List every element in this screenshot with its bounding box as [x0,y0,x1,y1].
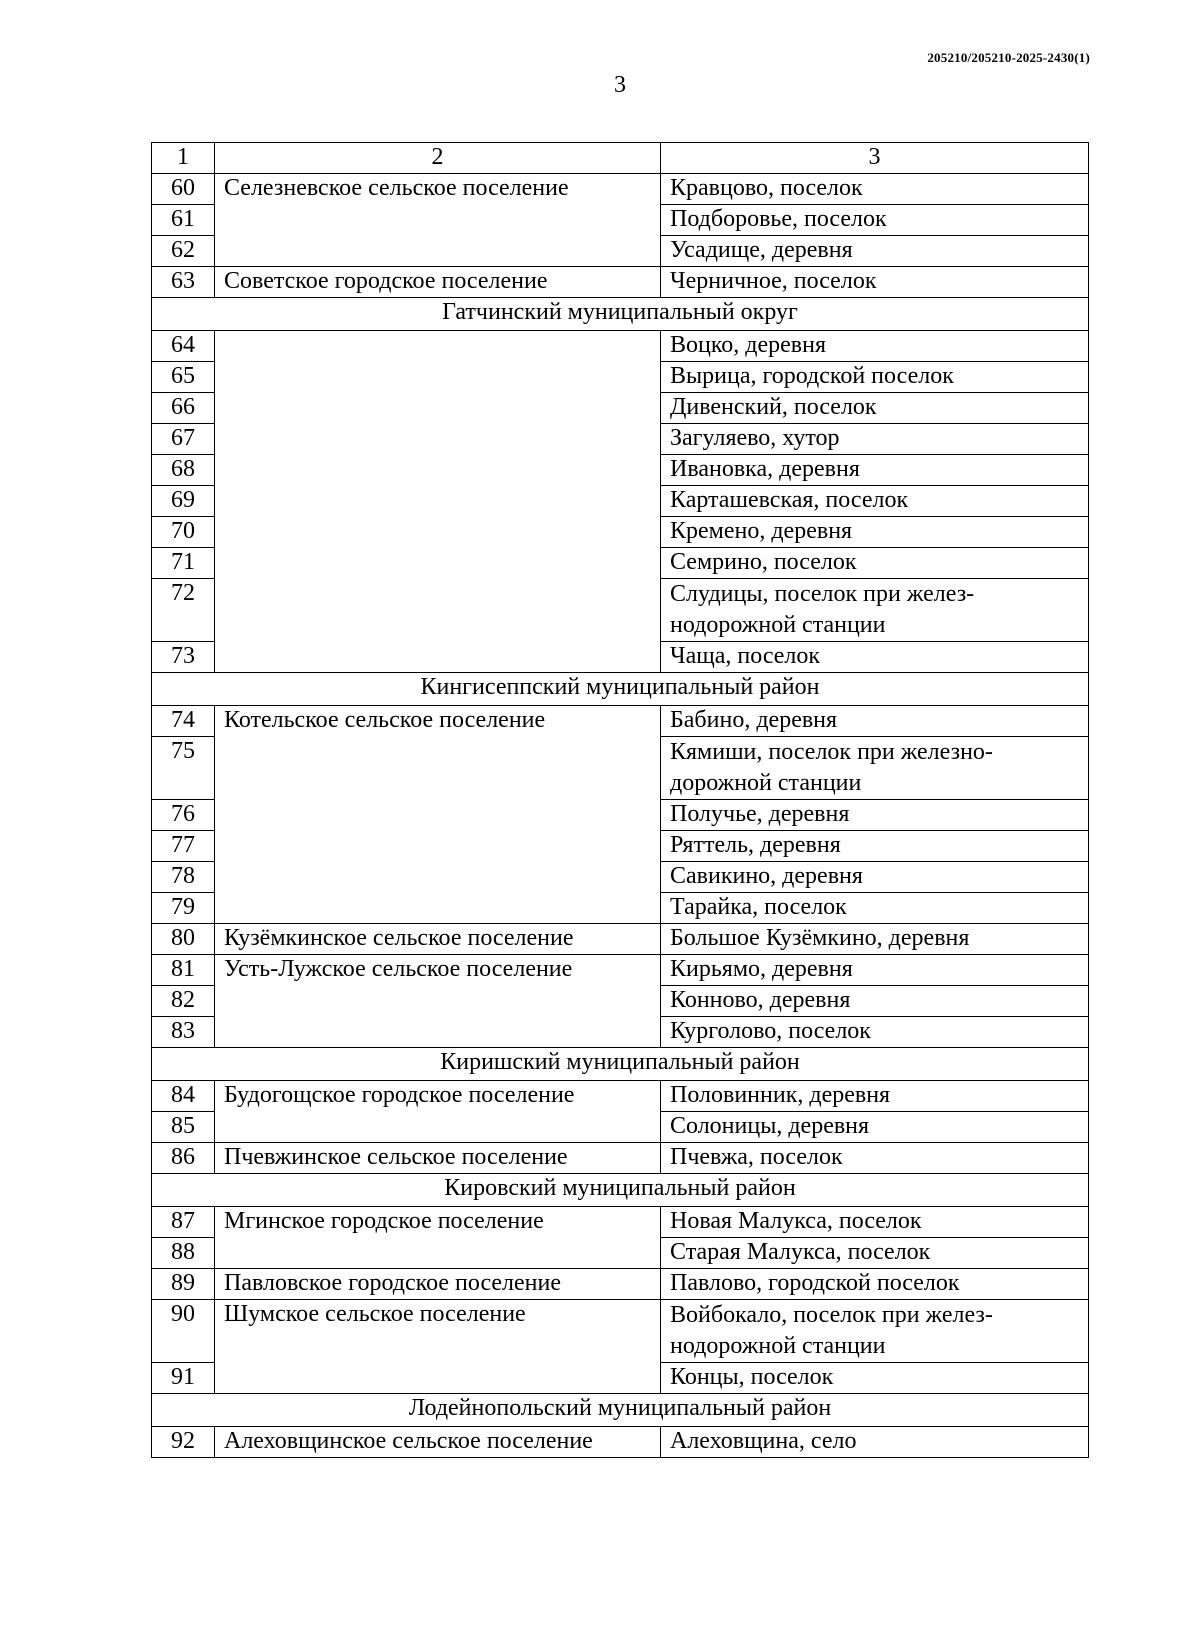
section-title: Лодейнопольский муниципальный район [152,1394,1089,1427]
section-row [152,1048,1089,1081]
section-title: Кировский муниципальный район [152,1174,1089,1207]
row-number: 75 [152,737,215,800]
table-row [152,1081,1089,1112]
locality-name: Курголово, поселок [661,1017,1089,1048]
row-number: 86 [152,1143,215,1174]
row-number: 87 [152,1207,215,1238]
row-number: 61 [152,205,215,236]
locality-name: Чаща, поселок [661,642,1089,673]
row-number: 67 [152,424,215,455]
locality-name: Ивановка, деревня [661,455,1089,486]
locality-name: Получье, деревня [661,800,1089,831]
page-number: 3 [614,72,626,98]
settlement-name: Котельское сельское поселение [215,706,661,924]
locality-name: Черничное, поселок [661,267,1089,298]
row-number: 84 [152,1081,215,1112]
table-row [152,1269,1089,1300]
locality-name: Пчевжа, поселок [661,1143,1089,1174]
settlement-name: Пчевжинское сельское поселение [215,1143,661,1174]
table-header-row [152,143,1089,174]
settlement-name: Усть-Лужское сельское поселение [215,955,661,1048]
row-number: 74 [152,706,215,737]
locality-name: Концы, поселок [661,1363,1089,1394]
locality-name: Кравцово, поселок [661,174,1089,205]
row-number: 63 [152,267,215,298]
row-number: 89 [152,1269,215,1300]
locality-name: Старая Малукса, поселок [661,1238,1089,1269]
section-row [152,298,1089,331]
settlement-name: Мгинское городское поселение [215,1207,661,1269]
row-number: 91 [152,1363,215,1394]
locality-name: Кремено, деревня [661,517,1089,548]
locality-name: Кирьямо, деревня [661,955,1089,986]
row-number: 70 [152,517,215,548]
row-number: 90 [152,1300,215,1363]
row-number: 92 [152,1427,215,1458]
locality-name: Павлово, городской поселок [661,1269,1089,1300]
table-row [152,706,1089,737]
row-number: 66 [152,393,215,424]
locality-name: Большое Кузёмкино, деревня [661,924,1089,955]
section-row [152,1174,1089,1207]
row-number: 73 [152,642,215,673]
row-number: 68 [152,455,215,486]
locality-name: Новая Малукса, поселок [661,1207,1089,1238]
locality-name: Вырица, городской поселок [661,362,1089,393]
row-number: 76 [152,800,215,831]
table-row [152,924,1089,955]
locality-name: Бабино, деревня [661,706,1089,737]
table-row [152,1427,1089,1458]
settlement-name [215,331,661,673]
locality-name: Карташевская, поселок [661,486,1089,517]
settlement-name: Алеховщинское сельское поселение [215,1427,661,1458]
locality-name: Подборовье, поселок [661,205,1089,236]
locality-name: Тарайка, поселок [661,893,1089,924]
settlement-name: Шумское сельское поселение [215,1300,661,1394]
section-title: Гатчинский муниципальный округ [152,298,1089,331]
locality-name: Воцко, деревня [661,331,1089,362]
locality-name: Семрино, поселок [661,548,1089,579]
column-header-3: 3 [661,143,1089,174]
row-number: 79 [152,893,215,924]
section-title: Кингисеппский муниципальный район [152,673,1089,706]
settlement-name: Павловское городское поселение [215,1269,661,1300]
table-row [152,1300,1089,1363]
locality-name: Слудицы, поселок при желез-нодорожной станции [661,579,1089,642]
locality-name: Загуляево, хутор [661,424,1089,455]
settlement-name: Кузёмкинское сельское поселение [215,924,661,955]
locality-name: Дивенский, поселок [661,393,1089,424]
locality-name: Савикино, деревня [661,862,1089,893]
row-number: 83 [152,1017,215,1048]
locality-name: Войбокало, поселок при желез-нодорожной станции [661,1300,1089,1363]
row-number: 72 [152,579,215,642]
table-row [152,1143,1089,1174]
row-number: 80 [152,924,215,955]
row-number: 64 [152,331,215,362]
table-row [152,955,1089,986]
row-number: 71 [152,548,215,579]
settlement-name: Будогощское городское поселение [215,1081,661,1143]
table-row [152,331,1089,362]
row-number: 62 [152,236,215,267]
locality-name: Солоницы, деревня [661,1112,1089,1143]
row-number: 85 [152,1112,215,1143]
document-id: 205210/205210-2025-2430(1) [927,50,1090,65]
row-number: 69 [152,486,215,517]
section-row [152,1394,1089,1427]
column-header-1: 1 [152,143,215,174]
row-number: 60 [152,174,215,205]
row-number: 65 [152,362,215,393]
locality-name: Половинник, деревня [661,1081,1089,1112]
table-row [152,174,1089,205]
column-header-2: 2 [215,143,661,174]
section-row [152,673,1089,706]
row-number: 77 [152,831,215,862]
row-number: 78 [152,862,215,893]
settlement-name: Советское городское поселение [215,267,661,298]
locality-name: Ряттель, деревня [661,831,1089,862]
settlement-name: Селезневское сельское поселение [215,174,661,267]
settlements-table [151,142,1089,1458]
section-title: Киришский муниципальный район [152,1048,1089,1081]
row-number: 81 [152,955,215,986]
table-row [152,267,1089,298]
locality-name: Кямиши, поселок при железно-дорожной станции [661,737,1089,800]
row-number: 88 [152,1238,215,1269]
locality-name: Усадище, деревня [661,236,1089,267]
table-row [152,1207,1089,1238]
locality-name: Конново, деревня [661,986,1089,1017]
locality-name: Алеховщина, село [661,1427,1089,1458]
row-number: 82 [152,986,215,1017]
